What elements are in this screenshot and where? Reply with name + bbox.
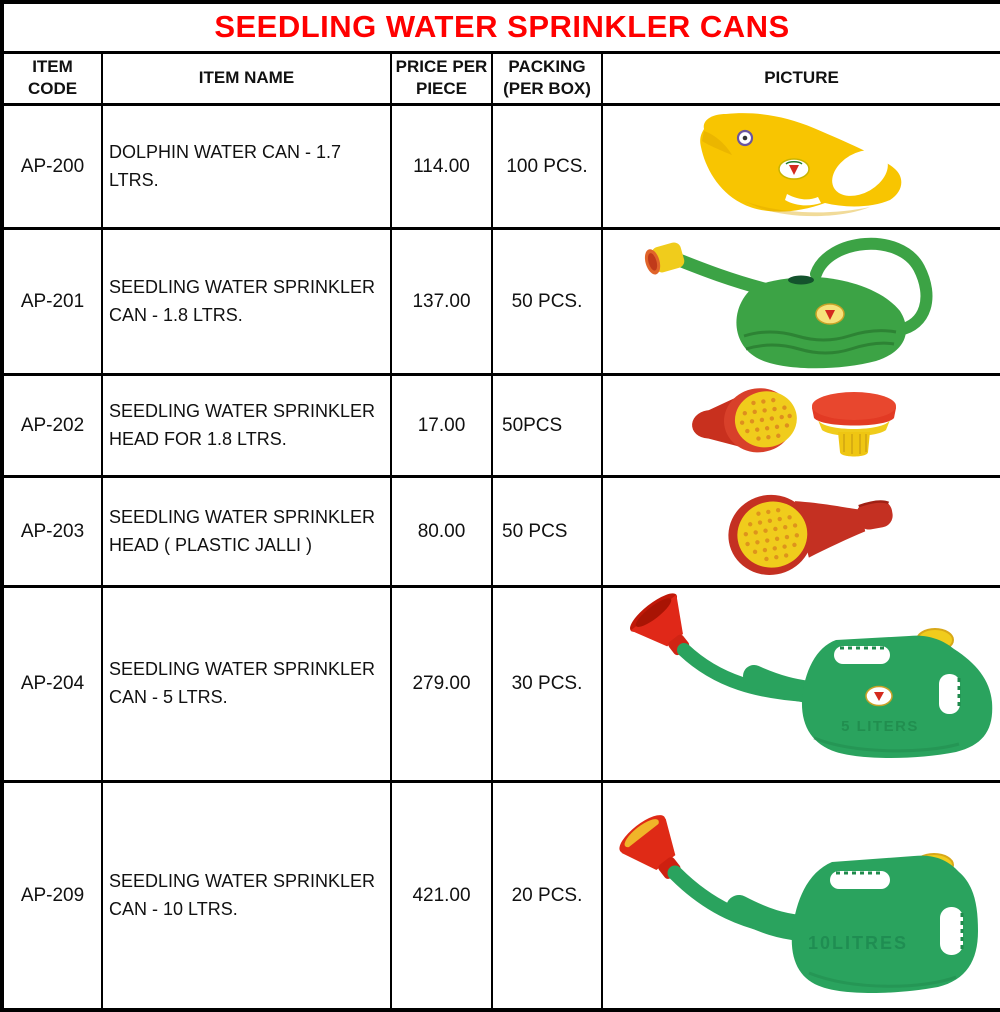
col-header-item-name: ITEM NAME (102, 52, 391, 105)
table-row (2, 105, 1000, 229)
item-code: AP-209 (2, 782, 102, 1011)
item-packing: 100 PCS. (492, 105, 602, 229)
item-code: AP-202 (2, 375, 102, 477)
col-header-price-per-piece: PRICE PER PIECE (391, 52, 492, 105)
col-header-picture: PICTURE (602, 52, 1000, 105)
item-price: 421.00 (391, 782, 492, 1011)
item-price: 114.00 (391, 105, 492, 229)
item-packing: 20 PCS. (492, 782, 602, 1011)
table-row (2, 782, 1000, 1011)
sprinkler-head (722, 478, 899, 582)
item-name: SEEDLING WATER SPRINKLER CAN - 10 LTRS. (102, 782, 391, 1011)
item-picture (602, 782, 1000, 1011)
item-name: DOLPHIN WATER CAN - 1.7 LTRS. (102, 105, 391, 229)
item-price: 279.00 (391, 587, 492, 782)
side-handle-hole (940, 907, 963, 955)
embossed-capacity-label: 5 LITERS (840, 718, 919, 736)
item-picture (602, 229, 1000, 375)
green-watering-can-image (604, 230, 1000, 373)
green-can-5l-image (604, 588, 1000, 780)
item-code: AP-201 (2, 229, 102, 375)
item-packing: 50PCS (492, 375, 602, 477)
jalli-sprinkler-head-image (604, 478, 1000, 585)
table-row (2, 375, 1000, 477)
can-body (801, 636, 991, 758)
item-picture (602, 477, 1000, 587)
item-picture (602, 105, 1000, 229)
page-title: SEEDLING WATER SPRINKLER CANS (214, 9, 790, 45)
item-price: 17.00 (391, 375, 492, 477)
table-row (2, 587, 1000, 782)
logo-sticker (866, 687, 892, 706)
item-packing: 30 PCS. (492, 587, 602, 782)
title-row (2, 2, 1000, 52)
item-packing: 50 PCS (492, 477, 602, 587)
item-name: SEEDLING WATER SPRINKLER HEAD ( PLASTIC JALLI ) (102, 477, 391, 587)
logo-sticker (779, 159, 809, 179)
dolphin-body (700, 113, 901, 216)
dolphin-water-can-image (604, 107, 1000, 227)
item-packing: 50 PCS. (492, 229, 602, 375)
item-code: AP-200 (2, 105, 102, 229)
item-code: AP-203 (2, 477, 102, 587)
table-row (2, 229, 1000, 375)
logo-sticker (816, 304, 844, 324)
item-name: SEEDLING WATER SPRINKLER HEAD FOR 1.8 LTRS. (102, 375, 391, 477)
item-name: SEEDLING WATER SPRINKLER CAN - 5 LTRS. (102, 587, 391, 782)
col-header-packing-per-box: PACKING (PER BOX) (492, 52, 602, 105)
header-row (2, 52, 1000, 105)
col-header-item-code: ITEM CODE (2, 52, 102, 105)
sprinkler-head-side (812, 392, 896, 457)
sprinkler-head (642, 241, 686, 276)
item-price: 137.00 (391, 229, 492, 375)
green-can-10l-image (604, 783, 1000, 1008)
embossed-capacity-label: 10LITRES (807, 933, 908, 954)
page-title-cell (2, 2, 1000, 52)
sprinkler-heads-image (604, 376, 1000, 475)
item-code: AP-204 (2, 587, 102, 782)
side-handle-hole (939, 674, 960, 714)
table-row (2, 477, 1000, 587)
item-picture (602, 587, 1000, 782)
fill-opening (788, 276, 814, 285)
item-picture (602, 375, 1000, 477)
sprinkler-head-front (688, 384, 801, 462)
item-name: SEEDLING WATER SPRINKLER CAN - 1.8 LTRS. (102, 229, 391, 375)
item-price: 80.00 (391, 477, 492, 587)
